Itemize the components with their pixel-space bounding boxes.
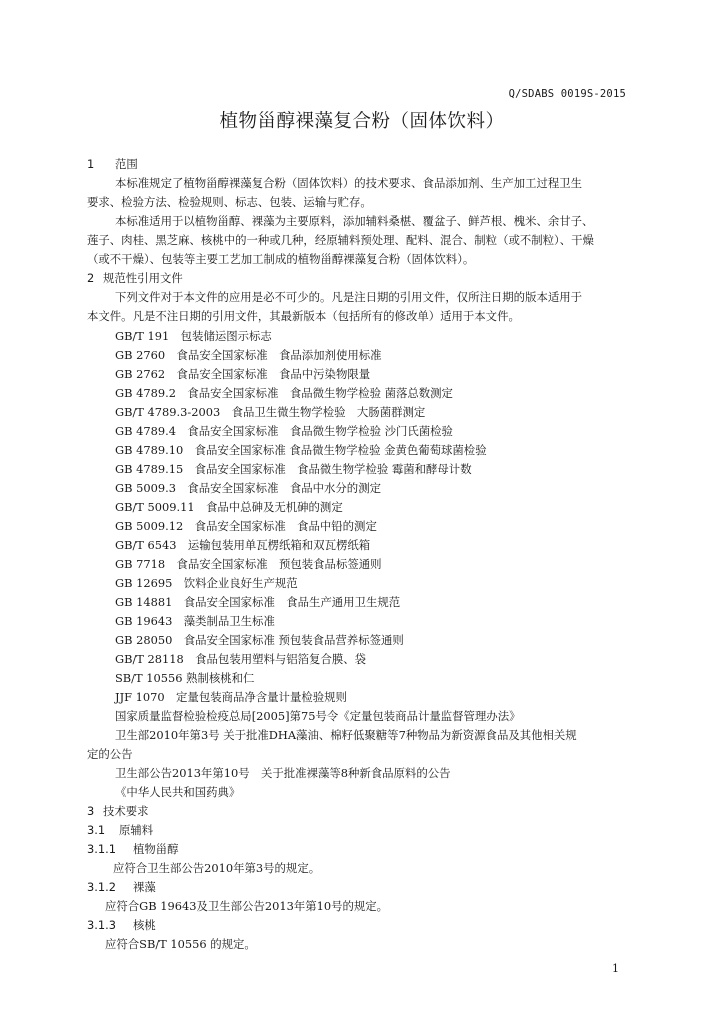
section-3-heading: 3 技术要求 (87, 804, 149, 818)
reference-item: GB 2760 食品安全国家标准 食品添加剂使用标准 (115, 348, 382, 362)
reference-item: GB/T 4789.3-2003 食品卫生微生物学检验 大肠菌群测定 (115, 405, 426, 419)
reference-item: GB 28050 食品安全国家标准 预包装食品营养标签通则 (115, 633, 404, 647)
section-3-1-3-heading: 3.1.3 核桃 (87, 918, 156, 932)
paragraph-line: 本文件。凡是不注日期的引用文件，其最新版本（包括所有的修改单）适用于本文件。 (87, 309, 520, 323)
paragraph-line: （或不干燥）、包装等主要工艺加工制成的植物甾醇裸藻复合粉（固体饮料）。 (87, 252, 475, 266)
reference-item: GB 5009.12 食品安全国家标准 食品中铅的测定 (115, 519, 377, 533)
reference-item: 卫生部2010年第3号 关于批准DHA藻油、棉籽低聚糖等7种物品为新资源食品及其他相关规 (115, 728, 577, 742)
document-title: 植物甾醇裸藻复合粉（固体饮料） (219, 111, 505, 132)
page-number: 1 (612, 962, 619, 975)
paragraph-line: 应符合SB/T 10556 的规定。 (105, 937, 256, 951)
reference-item: 卫生部公告2013年第10号 关于批准裸藻等8种新食品原料的公告 (115, 766, 451, 780)
reference-item: GB 19643 藻类制品卫生标准 (115, 614, 275, 628)
paragraph-line: 本标准适用于以植物甾醇、裸藻为主要原料，添加辅料桑椹、覆盆子、鲜芦根、槐米、余甘子、 (115, 214, 594, 228)
reference-item-continued: 定的公告 (87, 747, 133, 761)
reference-item: GB 5009.3 食品安全国家标准 食品中水分的测定 (115, 481, 381, 495)
section-3-1-1-heading: 3.1.1 植物甾醇 (87, 842, 179, 856)
standard-code: Q/SDABS 0019S-2015 (508, 88, 626, 100)
reference-item: GB 2762 食品安全国家标准 食品中污染物限量 (115, 367, 371, 381)
section-1-heading: 1 范围 (87, 157, 138, 171)
reference-item: GB/T 5009.11 食品中总砷及无机砷的测定 (115, 500, 343, 514)
reference-item: GB 12695 饮料企业良好生产规范 (115, 576, 298, 590)
paragraph-line: 本标准规定了植物甾醇裸藻复合粉（固体饮料）的技术要求、食品添加剂、生产加工过程卫生 (115, 176, 583, 190)
reference-item: 《中华人民共和国药典》 (115, 785, 241, 799)
reference-item: JJF 1070 定量包装商品净含量计量检验规则 (115, 690, 347, 704)
reference-item: 国家质量监督检验检疫总局[2005]第75号令《定量包装商品计量监督管理办法》 (115, 709, 521, 723)
reference-item: GB/T 28118 食品包装用塑料与铝箔复合膜、袋 (115, 652, 367, 666)
reference-item: SB/T 10556 熟制核桃和仁 (115, 671, 255, 685)
reference-item: GB 4789.10 食品安全国家标准 食品微生物学检验 金黄色葡萄球菌检验 (115, 443, 487, 457)
reference-item: GB/T 6543 运输包装用单瓦楞纸箱和双瓦楞纸箱 (115, 538, 371, 552)
reference-item: GB 7718 食品安全国家标准 预包装食品标签通则 (115, 557, 382, 571)
section-3-1-2-heading: 3.1.2 裸藻 (87, 880, 156, 894)
paragraph-line: 莲子、肉桂、黑芝麻、核桃中的一种或几种，经原辅料预处理、配料、混合、制粒（或不制粒）、干燥 (87, 233, 594, 247)
section-3-1-heading: 3.1 原辅料 (87, 823, 154, 837)
reference-item: GB 4789.4 食品安全国家标准 食品微生物学检验 沙门氏菌检验 (115, 424, 453, 438)
paragraph-line: 应符合GB 19643及卫生部公告2013年第10号的规定。 (105, 899, 389, 913)
reference-item: GB 4789.15 食品安全国家标准 食品微生物学检验 霉菌和酵母计数 (115, 462, 472, 476)
paragraph-line: 应符合卫生部公告2010年第3号的规定。 (113, 861, 321, 875)
paragraph-line: 要求、检验方法、检验规则、标志、包装、运输与贮存。 (87, 195, 372, 209)
paragraph-line: 下列文件对于本文件的应用是必不可少的。凡是注日期的引用文件，仅所注日期的版本适用于 (115, 290, 583, 304)
reference-item: GB 14881 食品安全国家标准 食品生产通用卫生规范 (115, 595, 401, 609)
reference-item: GB 4789.2 食品安全国家标准 食品微生物学检验 菌落总数测定 (115, 386, 453, 400)
reference-item: GB/T 191 包装储运图示标志 (115, 329, 272, 343)
section-2-heading: 2 规范性引用文件 (87, 271, 183, 285)
